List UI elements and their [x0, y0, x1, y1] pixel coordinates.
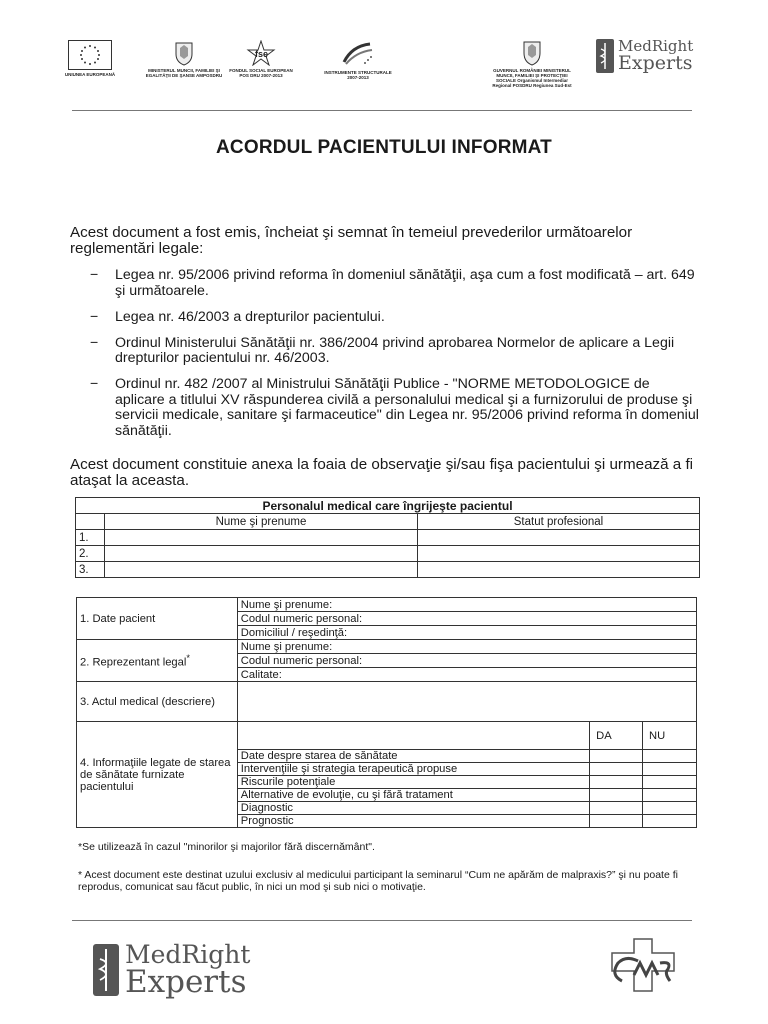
- intro-paragraph: Acest document a fost emis, încheiat şi semnat în temeiul prevederilor următoarelor reglementări legale:: [70, 224, 633, 257]
- representative-label-cell: [77, 640, 238, 682]
- table-row: Prognostic: [77, 815, 697, 828]
- footer-brand-line1: MedRight: [125, 940, 251, 969]
- da-checkbox[interactable]: [590, 750, 643, 763]
- dash-bullet: −: [90, 308, 99, 325]
- government-caption: GUVERNUL ROMÂNIEI MINISTERUL MUNCII, FAMILIEI ŞI PROTECŢIEI SOCIALE Organismul Intermediar Regional POSDRU Regiunea Sud-Est: [492, 68, 572, 88]
- medright-logo-header: [596, 39, 693, 73]
- dash-bullet: −: [90, 334, 99, 351]
- nu-checkbox[interactable]: [643, 763, 697, 776]
- ministry-caption: MINISTERUL MUNCII, FAMILIEI ŞI EGALITĂŢII DE ŞANSE AMPOSDRU: [145, 68, 223, 78]
- list-item: − Legea nr. 95/2006 privind reforma în domeniul sănătăţii, aşa cum a fost modificată – art. 649 şi următoarele.: [90, 267, 695, 299]
- table-row: Riscurile potenţiale: [77, 776, 697, 789]
- caduceus-icon: [596, 39, 614, 73]
- nu-checkbox[interactable]: [643, 750, 697, 763]
- fse-caption: FONDUL SOCIAL EUROPEAN POS DRU 2007-2013: [229, 68, 293, 78]
- representative-label: 2. Reprezentant legal: [80, 656, 187, 669]
- fse-logo: [226, 40, 296, 78]
- table-row: Diagnostic: [77, 802, 697, 815]
- da-checkbox[interactable]: [590, 776, 643, 789]
- nu-checkbox[interactable]: [643, 815, 697, 828]
- staff-table: [75, 497, 700, 578]
- col-name-header: Nume şi prenume: [105, 514, 418, 530]
- document-title: ACORDUL PACIENTULUI INFORMAT: [216, 137, 552, 158]
- dash-bullet: −: [90, 376, 99, 392]
- government-arms-icon: [521, 38, 543, 66]
- list-item: − Ordinul nr. 482 /2007 al Ministrului Sănătăţii Publice - "NORME METODOLOGICE de aplicare a titlului XV răspunderea civilă a personalului medical şi a furnizorului de produse şi servicii medicale, sanitare şi farmaceutice" din Legea nr. 95/2006 privind reforma în domeniul sănătăţii.: [90, 376, 699, 439]
- footnote-minors: *Se utilizează în cazul "minorilor şi majorilor fără discernământ".: [78, 841, 375, 853]
- eu-caption: UNIUNEA EUROPEANĂ: [64, 72, 116, 77]
- eu-flag-logo: [62, 40, 118, 77]
- structural-instruments-logo: [318, 40, 398, 80]
- nu-checkbox[interactable]: [643, 802, 697, 815]
- rep-name-field[interactable]: Nume şi prenume:: [237, 640, 696, 654]
- da-checkbox[interactable]: [590, 802, 643, 815]
- da-checkbox[interactable]: [590, 815, 643, 828]
- list-item: − Legea nr. 46/2003 a drepturilor pacientului.: [90, 308, 385, 325]
- dash-bullet: −: [90, 267, 99, 283]
- eu-flag-icon: [68, 40, 112, 70]
- nu-checkbox[interactable]: [643, 789, 697, 802]
- cmr-seal: [604, 935, 684, 995]
- medical-cross-icon: [604, 935, 684, 995]
- structural-instruments-icon: [340, 40, 376, 68]
- caduceus-icon: [93, 944, 119, 996]
- rep-quality-field[interactable]: Calitate:: [237, 668, 696, 682]
- patient-address-field[interactable]: Domiciliul / reşedinţă:: [237, 626, 696, 640]
- da-header: DA: [590, 722, 643, 750]
- patient-label: 1. Date pacient: [77, 598, 238, 640]
- table-row: 3.: [76, 562, 700, 578]
- table-row: 2.: [76, 546, 700, 562]
- brand-line1: MedRight: [618, 37, 694, 55]
- info-label: 4. Informaţiile legate de starea de sănătate furnizate pacientului: [77, 722, 238, 828]
- brand-line2: Experts: [618, 52, 693, 74]
- nu-header: NU: [643, 722, 697, 750]
- col-status-header: Statut profesional: [418, 514, 700, 530]
- table-row: Alternative de evoluţie, cu şi fără tratament: [77, 789, 697, 802]
- table-row: Intervenţiile şi strategia terapeutică propuse: [77, 763, 697, 776]
- header-divider: [72, 110, 692, 111]
- rep-cnp-field[interactable]: Codul numeric personal:: [237, 654, 696, 668]
- footer-divider: [72, 920, 692, 921]
- list-item: − Ordinul Ministerului Sănătăţii nr. 386/2004 privind aprobarea Normelor de aplicare a Legii drepturilor pacientului nr. 46/2003.: [90, 334, 675, 366]
- patient-name-field[interactable]: Nume şi prenume:: [237, 598, 696, 612]
- da-checkbox[interactable]: [590, 789, 643, 802]
- act-description-field[interactable]: [237, 682, 696, 722]
- ministry-labour-logo: [144, 40, 224, 78]
- nu-checkbox[interactable]: [643, 776, 697, 789]
- table-row: Date despre starea de sănătate: [77, 750, 697, 763]
- structural-caption: INSTRUMENTE STRUCTURALE 2007-2013: [324, 70, 392, 80]
- staff-table-title: Personalul medical care îngrijeşte pacientul: [76, 498, 700, 514]
- coat-of-arms-icon: [173, 40, 195, 66]
- act-label: 3. Actul medical (descriere): [77, 682, 238, 722]
- annex-paragraph: Acest document constituie anexa la foaia de observaţie şi/sau fişa pacientului şi urmează a fi ataşat la aceasta.: [70, 456, 694, 489]
- da-checkbox[interactable]: [590, 763, 643, 776]
- romanian-government-logo: [490, 38, 574, 88]
- medright-logo-footer: [93, 942, 250, 998]
- asterisk-mark: *: [186, 653, 190, 664]
- table-row: 1.: [76, 530, 700, 546]
- svg-text:fse: fse: [255, 49, 269, 59]
- footer-brand-line2: Experts: [125, 964, 247, 1000]
- laws-list: [90, 268, 700, 450]
- fse-star-icon: [246, 40, 276, 66]
- patient-form-table: [76, 597, 697, 828]
- footnote-disclaimer: * Acest document este destinat uzului exclusiv al medicului participant la seminarul “Cum ne apărăm de malpraxis?” şi nu poate fi reprodus, comunicat sau făcut public, în nici un mod şi sub nici o motivaţie.: [78, 869, 678, 893]
- patient-cnp-field[interactable]: Codul numeric personal:: [237, 612, 696, 626]
